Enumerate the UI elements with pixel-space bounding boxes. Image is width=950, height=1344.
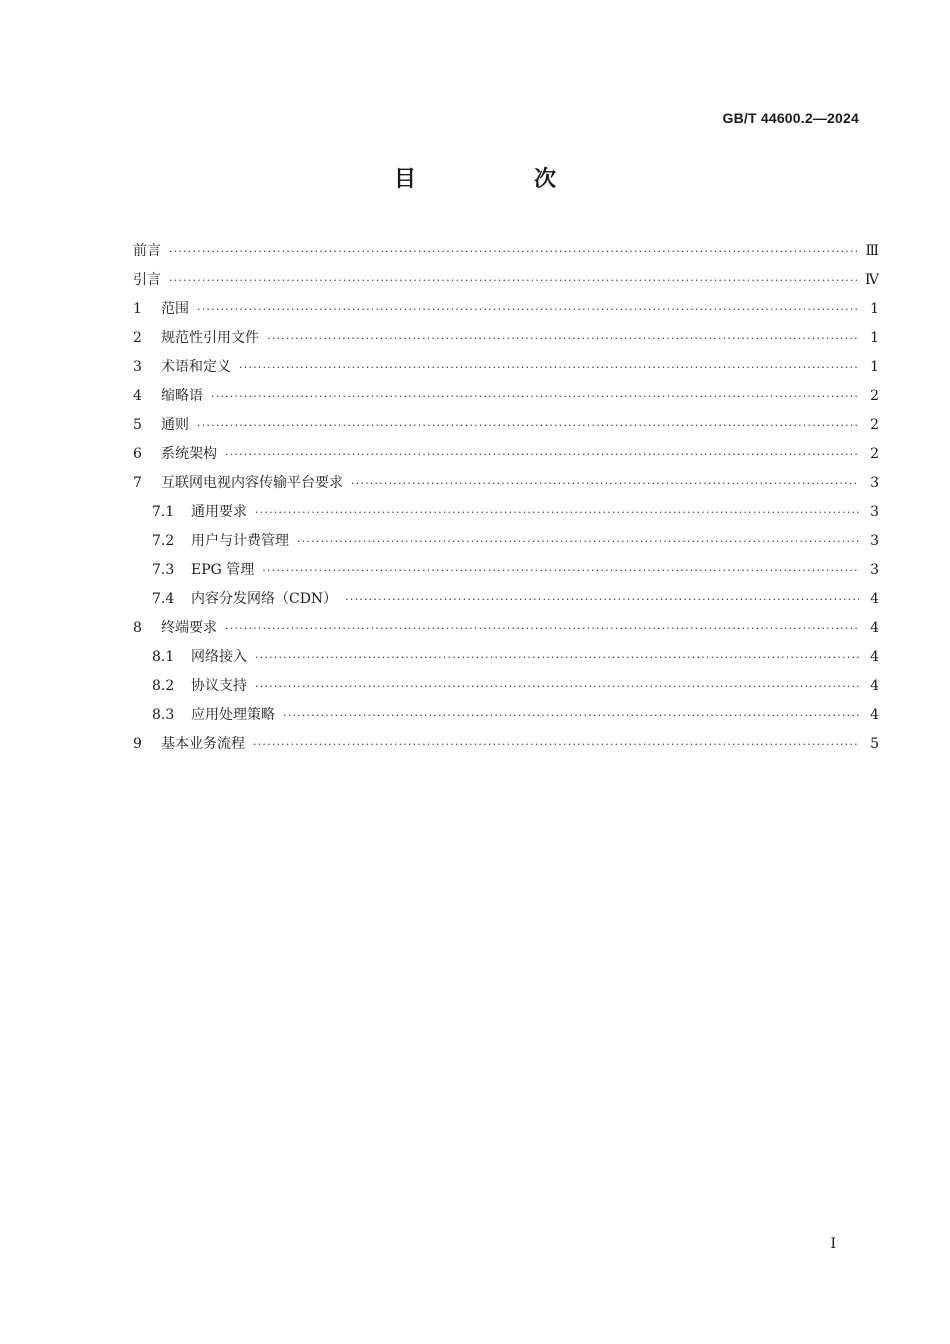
toc-entry-number: 8.2 bbox=[152, 678, 175, 694]
toc-entry-page: 4 bbox=[870, 678, 879, 694]
toc-entry-page: 1 bbox=[870, 301, 879, 317]
dot-leader bbox=[267, 332, 859, 345]
toc-entry-7-4[interactable] bbox=[133, 588, 879, 617]
dot-leader bbox=[255, 506, 859, 519]
toc-entry-label: 基本业务流程 bbox=[161, 736, 245, 752]
dot-leader bbox=[239, 361, 859, 374]
toc-entry-7-1[interactable] bbox=[133, 501, 879, 530]
toc-entry-7-3[interactable] bbox=[133, 559, 879, 588]
toc-entry-page: 3 bbox=[870, 475, 879, 491]
toc-entry-7-2[interactable] bbox=[133, 530, 879, 559]
toc-entry-9[interactable] bbox=[133, 733, 879, 762]
toc-entry-page: 5 bbox=[870, 736, 879, 752]
toc-entry-page: 3 bbox=[870, 562, 879, 578]
toc-title: 目 次 bbox=[393, 167, 604, 192]
toc-entry-number: 8.1 bbox=[152, 649, 175, 665]
toc-entry-number: 2 bbox=[133, 330, 142, 346]
toc-entry-page: 1 bbox=[870, 330, 879, 346]
toc-entry-label: 前言 bbox=[133, 243, 161, 259]
toc-entry-page: 4 bbox=[870, 707, 879, 723]
dot-leader bbox=[345, 593, 859, 606]
toc-entry-8-2[interactable] bbox=[133, 675, 879, 704]
toc-entry-label: 系统架构 bbox=[161, 446, 217, 462]
dot-leader bbox=[197, 419, 859, 432]
toc-entry-label: 术语和定义 bbox=[161, 359, 231, 375]
dot-leader bbox=[255, 651, 859, 664]
toc-entry-label: 互联网电视内容传输平台要求 bbox=[161, 475, 343, 491]
toc-entry-label: 内容分发网络（CDN） bbox=[191, 591, 338, 607]
dot-leader bbox=[297, 535, 859, 548]
toc-entry-page: 4 bbox=[870, 649, 879, 665]
toc-entry-number: 8 bbox=[133, 620, 142, 636]
toc-entry-7[interactable] bbox=[133, 472, 879, 501]
toc-entry-page: 2 bbox=[870, 417, 879, 433]
dot-leader bbox=[169, 245, 857, 258]
toc-entry-number: 7.3 bbox=[152, 562, 175, 578]
toc-entry-label: 协议支持 bbox=[191, 678, 247, 694]
toc-entry-label: 通用要求 bbox=[191, 504, 247, 520]
toc-entry-2[interactable] bbox=[133, 327, 879, 356]
toc-entry-page: 2 bbox=[870, 446, 879, 462]
toc-entry-number: 3 bbox=[133, 359, 142, 375]
dot-leader bbox=[255, 680, 859, 693]
toc-entry-6[interactable] bbox=[133, 443, 879, 472]
toc-entry-number: 6 bbox=[133, 446, 142, 462]
dot-leader bbox=[225, 448, 859, 461]
page-number: Ⅰ bbox=[830, 1236, 836, 1252]
toc-entry-3[interactable] bbox=[133, 356, 879, 385]
toc-entry-page: Ⅳ bbox=[865, 272, 879, 288]
toc-entry-1[interactable] bbox=[133, 298, 879, 327]
toc-entry-page: 4 bbox=[870, 620, 879, 636]
toc-entry-number: 7.2 bbox=[152, 533, 175, 549]
toc-entry-page: 3 bbox=[870, 504, 879, 520]
dot-leader bbox=[253, 738, 859, 751]
toc-entry-label: 通则 bbox=[161, 417, 189, 433]
table-of-contents bbox=[133, 240, 879, 762]
dot-leader bbox=[211, 390, 859, 403]
toc-entry-number: 8.3 bbox=[152, 707, 175, 723]
toc-entry-page: Ⅲ bbox=[865, 243, 879, 259]
toc-entry-8-1[interactable] bbox=[133, 646, 879, 675]
toc-entry-number: 4 bbox=[133, 388, 142, 404]
toc-entry-page: 1 bbox=[870, 359, 879, 375]
toc-entry-label: 引言 bbox=[133, 272, 161, 288]
toc-entry-page: 4 bbox=[870, 591, 879, 607]
toc-entry-introduction[interactable] bbox=[133, 269, 879, 298]
toc-entry-number: 7 bbox=[133, 475, 142, 491]
toc-entry-number: 5 bbox=[133, 417, 142, 433]
toc-entry-label: 终端要求 bbox=[161, 620, 217, 636]
dot-leader bbox=[283, 709, 859, 722]
toc-entry-number: 1 bbox=[133, 301, 142, 317]
toc-entry-page: 2 bbox=[870, 388, 879, 404]
toc-entry-label: 缩略语 bbox=[161, 388, 203, 404]
toc-entry-label: 范围 bbox=[161, 301, 189, 317]
toc-entry-label: 用户与计费管理 bbox=[191, 533, 289, 549]
dot-leader bbox=[197, 303, 859, 316]
dot-leader bbox=[225, 622, 859, 635]
toc-entry-page: 3 bbox=[870, 533, 879, 549]
toc-entry-number: 7.1 bbox=[152, 504, 175, 520]
dot-leader bbox=[262, 564, 859, 577]
toc-entry-number: 9 bbox=[133, 736, 142, 752]
toc-entry-5[interactable] bbox=[133, 414, 879, 443]
standard-code: GB/T 44600.2—2024 bbox=[722, 110, 859, 126]
toc-entry-8[interactable] bbox=[133, 617, 879, 646]
toc-entry-4[interactable] bbox=[133, 385, 879, 414]
toc-entry-label: 应用处理策略 bbox=[191, 707, 275, 723]
dot-leader bbox=[351, 477, 859, 490]
toc-entry-8-3[interactable] bbox=[133, 704, 879, 733]
toc-entry-label: 规范性引用文件 bbox=[161, 330, 259, 346]
toc-entry-foreword[interactable] bbox=[133, 240, 879, 269]
toc-entry-number: 7.4 bbox=[152, 591, 175, 607]
dot-leader bbox=[169, 274, 857, 287]
toc-entry-label: 网络接入 bbox=[191, 649, 247, 665]
toc-entry-label: EPG 管理 bbox=[191, 562, 255, 578]
